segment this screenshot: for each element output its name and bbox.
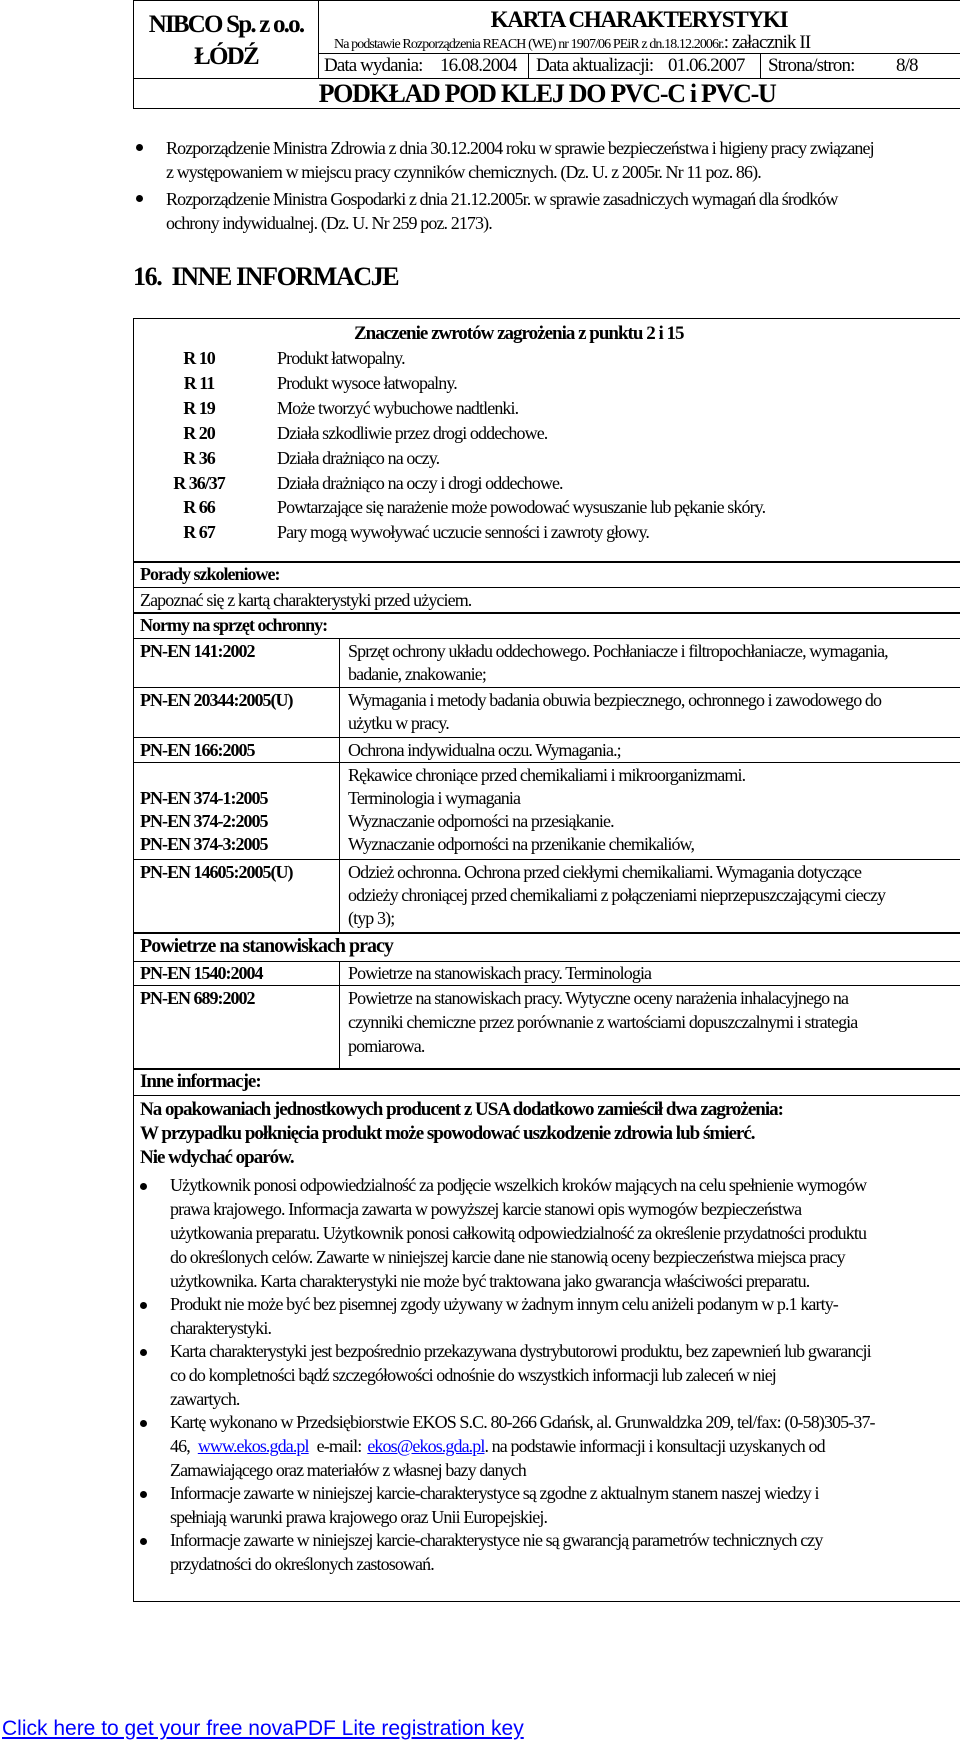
r-phrase-code: R 36 [183, 448, 215, 468]
norm-description: Ochrona indywidualna oczu. Wymagania.; [348, 740, 621, 760]
section-heading [133, 262, 398, 292]
bullet-line: z występowaniem w miejscu pracy czynników chemicznych. (Dz. U. z 2005r. Nr 11 poz. 86). [166, 162, 761, 182]
ekos-credit-line [170, 1436, 825, 1457]
norm-description: Terminologia i wymagania [348, 788, 521, 808]
workplace-air-section [133, 932, 960, 1070]
update-date: 01.06.2007 [668, 55, 745, 76]
gloves-norm-intro: Rękawice chroniące przed chemikaliami i mikroorganizmami. [348, 765, 746, 785]
page-label: Strona/stron: [768, 55, 855, 76]
norm-description: Powietrze na stanowiskach pracy. Wytyczne oceny narażenia inhalacyjnego na [348, 988, 849, 1008]
r-phrase-code: R 66 [183, 497, 215, 517]
bullet-line: Rozporządzenie Ministra Gospodarki z dnia 21.12.2005r. w sprawie zasadniczych wymagań dla środków [166, 189, 838, 209]
email-label: e-mail: [316, 1436, 362, 1456]
bullet-icon [140, 1491, 147, 1498]
workplace-air-heading: Powietrze na stanowiskach pracy [140, 935, 393, 957]
r-phrase-code: R 20 [183, 423, 215, 443]
r-phrase-text: Produkt wysoce łatwopalny. [277, 373, 457, 393]
info-bullet-line: Informacje zawarte w niniejszej karcie-charakterystyce są zgodne z aktualnym stanem naszej wiedzy i [170, 1483, 819, 1503]
info-bullet-line: zawartych. [170, 1389, 240, 1409]
r-phrase-code: R 11 [183, 373, 215, 393]
page-number: 8/8 [896, 55, 918, 76]
info-bullet-line: przydatności do określonych zastosowań. [170, 1554, 434, 1574]
document-header [133, 0, 960, 109]
info-bullet-line: użytkownika. Karta charakterystyki nie może być traktowana jako gwarancja właściwości preparatu. [170, 1271, 810, 1291]
other-info-heading: Inne informacje: [140, 1071, 261, 1092]
info-bullet-line: prawa krajowego. Informacja zawarta w powyższej karcie stanowi opis wymogów bezpieczeństwa [170, 1199, 802, 1219]
training-text: Zapoznać się z kartą charakterystyki przed użyciem. [140, 590, 472, 610]
regulation-bullet-2 [166, 187, 958, 235]
r-phrase-text: Działa drażniąco na oczy i drogi oddechowe. [277, 473, 563, 493]
norm-description: Powietrze na stanowiskach pracy. Terminologia [348, 963, 652, 983]
norm-code: PN-EN 141:2002 [140, 641, 255, 661]
company-name-line1: NIBCO Sp. z o.o. [148, 11, 304, 38]
training-heading: Porady szkoleniowe: [140, 564, 280, 584]
info-bullet-line: Użytkownik ponosi odpowiedzialność za podjęcie wszelkich kroków mających na celu spełnienie wymogów [170, 1175, 867, 1195]
r-phrases-heading: Znaczenie zwrotów zagrożenia z punktu 2 i 15 [354, 323, 684, 344]
training-section [133, 561, 960, 614]
bullet-icon [140, 1420, 147, 1427]
usa-warning-intro: Na opakowaniach jednostkowych producent z USA dodatkowo zamieścił dwa zagrożenia: [140, 1099, 783, 1120]
r-phrase-code: R 19 [183, 398, 215, 418]
bullet-icon [140, 1183, 147, 1190]
norm-description: Wyznaczanie odporności na przesiąkanie. [348, 811, 614, 831]
norms-heading: Normy na sprzęt ochronny: [140, 615, 328, 635]
norm-description: Odzież ochronna. Ochrona przed ciekłymi chemikaliami. Wymagania dotyczące [348, 862, 862, 882]
norm-description: badanie, znakowanie; [348, 664, 486, 684]
r-phrase-code: R 10 [183, 348, 215, 368]
info-bullet-line: co do kompletności bądź szczegółowości odnośnie do wszystkich informacji lub zaleceń w niej [170, 1365, 776, 1385]
product-name: PODKŁAD POD KLEJ DO PVC-C i PVC-U [134, 78, 960, 109]
section-title: INNE INFORMACJE [171, 262, 399, 291]
other-info-section [133, 1068, 960, 1602]
info-bullet-line: użytkowania preparatu. Użytkownik ponosi całkowitą odpowiedzialność za określenie przydatności produktu [170, 1223, 867, 1243]
ekos-credit-line: Kartę wykonano w Przedsiębiorstwie EKOS S.C. 80-266 Gdańsk, al. Grunwaldzka 209, tel/fax: (0-58)305-37- [170, 1412, 875, 1432]
r-phrase-text: Działa drażniąco na oczy. [277, 448, 440, 468]
ekos-website-link[interactable]: www.ekos.gda.pl [197, 1436, 309, 1456]
regulation-bullet-1 [166, 136, 958, 184]
norm-code: PN-EN 14605:2005(U) [140, 862, 293, 882]
ekos-email-link[interactable]: ekos@ekos.gda.pl [367, 1436, 485, 1456]
norm-code: PN-EN 374-3:2005 [140, 834, 268, 854]
ekos-credit-line: Zamawiającego oraz materiałów z własnej bazy danych [170, 1460, 526, 1480]
r-phrase-code: R 36/37 [173, 473, 225, 493]
company-city: ŁÓDŹ [194, 43, 258, 70]
r-phrases-table [133, 318, 960, 563]
info-bullet-line: Produkt nie może być bez pisemnej zgody używany w żadnym innym celu aniżeli podanym w p.1 karty- [170, 1294, 838, 1314]
norm-code: PN-EN 374-1:2005 [140, 788, 268, 808]
info-bullet-line: spełniają warunki prawa krajowego oraz Unii Europejskiej. [170, 1507, 548, 1527]
norm-description: (typ 3); [348, 908, 395, 928]
bullet-icon [140, 1349, 147, 1356]
novapdf-registration-link[interactable]: Click here to get your free novaPDF Lite registration key [2, 1717, 524, 1740]
r-phrase-text: Produkt łatwopalny. [277, 348, 405, 368]
norm-description: pomiarowa. [348, 1036, 425, 1056]
ekos-credit-text: 46, [170, 1436, 190, 1456]
annex-label: : załacznik II [723, 32, 811, 53]
norm-description: użytku w pracy. [348, 713, 449, 733]
regulation-subtitle [334, 32, 810, 54]
norms-section [133, 612, 960, 934]
info-bullet-line: Informacje zawarte w niniejszej karcie-charakterystyce nie są gwarancją parametrów technicznych czy [170, 1530, 823, 1550]
bullet-icon [136, 144, 143, 151]
norm-code: PN-EN 20344:2005(U) [140, 690, 293, 710]
update-date-label: Data aktualizacji: [536, 55, 654, 76]
bullet-icon [140, 1302, 147, 1309]
info-bullet-line: charakterystyki. [170, 1318, 272, 1338]
norm-description: Wyznaczanie odporności na przenikanie chemikaliów, [348, 834, 695, 854]
norm-description: odzieży chroniącej przed chemikaliami z połączeniami nieprzepuszczającymi cieczy [348, 885, 886, 905]
issue-date: 16.08.2004 [440, 55, 517, 76]
norm-code: PN-EN 166:2005 [140, 740, 255, 760]
bullet-line: ochrony indywidualnej. (Dz. U. Nr 259 poz. 2173). [166, 213, 492, 233]
info-bullet-line: do określonych celów. Zawarte w niniejszej karcie dane nie stanowią oceny bezpieczeństwa miejsca pracy [170, 1247, 845, 1267]
norm-description: czynniki chemiczne przez porównanie z wartościami dopuszczalnymi i strategia [348, 1012, 858, 1032]
bullet-icon [136, 195, 143, 202]
norm-code: PN-EN 374-2:2005 [140, 811, 268, 831]
bullet-icon [140, 1538, 147, 1545]
company-name [134, 9, 318, 73]
info-bullet-line: Karta charakterystyki jest bezpośrednio przekazywana dystrybutorowi produktu, bez zapewnień lub gwarancji [170, 1341, 871, 1361]
inhalation-warning: Nie wdychać oparów. [140, 1147, 294, 1168]
r-phrase-text: Może tworzyć wybuchowe nadtlenki. [277, 398, 519, 418]
company-block [134, 1, 319, 78]
r-phrase-text: Działa szkodliwie przez drogi oddechowe. [277, 423, 548, 443]
r-phrase-text: Pary mogą wywoływać uczucie senności i zawroty głowy. [277, 522, 650, 542]
dates-row [318, 53, 960, 79]
issue-date-label: Data wydania: [324, 55, 423, 76]
norm-code: PN-EN 1540:2004 [140, 963, 263, 983]
r-phrase-text: Powtarzające się narażenie może powodować wysuszanie lub pękanie skóry. [277, 497, 766, 517]
ekos-credit-text: . na podstawie informacji i konsultacji uzyskanych od [484, 1436, 825, 1456]
bullet-line: Rozporządzenie Ministra Zdrowia z dnia 30.12.2004 roku w sprawie bezpieczeństwa i higieny pracy związanej [166, 138, 874, 158]
norm-description: Sprzęt ochrony układu oddechowego. Pochłaniacze i filtropochłaniacze, wymagania, [348, 641, 888, 661]
ingestion-warning: W przypadku połknięcia produkt może spowodować uszkodzenie zdrowia lub śmierć. [140, 1123, 755, 1144]
regulation-text: Na podstawie Rozporządzenia REACH (WE) nr 1907/06 PEiR z dn.18.12.2006r. [334, 37, 724, 52]
section-number: 16. [133, 262, 162, 291]
r-phrase-code: R 67 [183, 522, 215, 542]
norm-description: Wymagania i metody badania obuwia bezpiecznego, ochronnego i zawodowego do [348, 690, 882, 710]
document-title: KARTA CHARAKTERYSTYKI [490, 7, 788, 32]
norm-code: PN-EN 689:2002 [140, 988, 255, 1008]
